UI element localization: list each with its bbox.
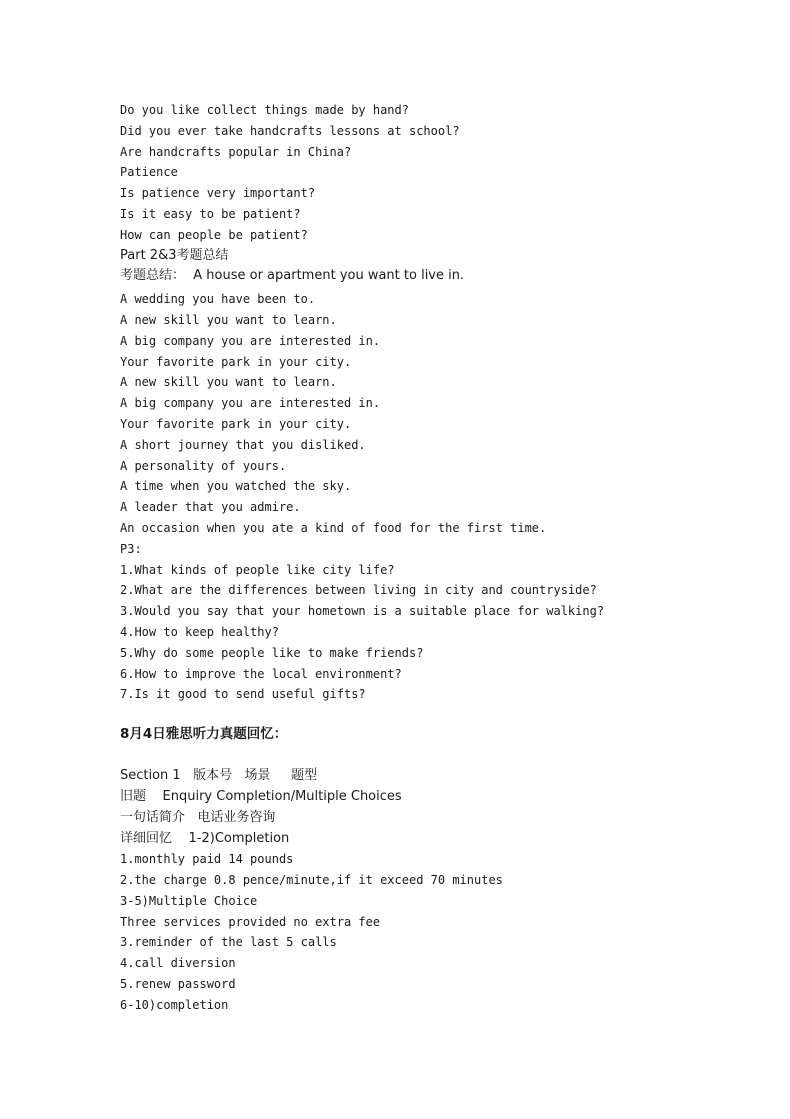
question-line: Did you ever take handcrafts lessons at school? <box>120 123 460 138</box>
listening-section <box>120 766 760 1016</box>
topic-line: A new skill you want to learn. <box>120 375 337 390</box>
answer-line: Three services provided no extra fee <box>120 914 381 929</box>
p3-label: P3: <box>120 541 142 556</box>
answer-line: 3-5)Multiple Choice <box>120 893 258 908</box>
answer-line: 5.renew password <box>120 977 236 992</box>
p3-question: 7.Is it good to send useful gifts? <box>120 687 366 702</box>
p3-question: 1.What kinds of people like city life? <box>120 562 395 577</box>
topic-line: A big company you are interested in. <box>120 396 381 411</box>
p3-question: 4.How to keep healthy? <box>120 624 279 639</box>
brief-line: 一句话简介 电话业务咨询 <box>120 809 276 825</box>
old-question-line: 旧题 Enquiry Completion/Multiple Choices <box>120 788 402 804</box>
document-page <box>120 100 760 1016</box>
answer-line: 1.monthly paid 14 pounds <box>120 852 294 867</box>
topic-line: Your favorite park in your city. <box>120 354 352 369</box>
topic-line: A personality of yours. <box>120 458 287 473</box>
question-line: Are handcrafts popular in China? <box>120 144 352 159</box>
part23-title: Part 2&3考题总结 <box>120 247 229 263</box>
listening-heading: 8月4日雅思听力真题回忆： <box>120 726 288 743</box>
topic-line: A wedding you have been to. <box>120 292 316 307</box>
p3-question: 5.Why do some people like to make friends? <box>120 645 424 660</box>
topic-line: A new skill you want to learn. <box>120 312 337 327</box>
question-line: Is it easy to be patient? <box>120 206 301 221</box>
topic-line: A time when you watched the sky. <box>120 479 352 494</box>
topic-line: A big company you are interested in. <box>120 333 381 348</box>
part23-topics <box>120 289 760 705</box>
question-line: Do you like collect things made by hand? <box>120 103 409 117</box>
topic-line: A leader that you admire. <box>120 500 301 515</box>
topic-line: A short journey that you disliked. <box>120 437 366 452</box>
p3-question: 2.What are the differences between living in city and countryside? <box>120 583 597 598</box>
summary-line: 考题总结： A house or apartment you want to live in. <box>120 268 465 284</box>
answer-line: 4.call diversion <box>120 956 236 971</box>
topic-line: An occasion when you ate a kind of food for the first time. <box>120 520 547 535</box>
topic-label: Patience <box>120 165 178 180</box>
answer-line: 3.reminder of the last 5 calls <box>120 935 337 950</box>
topic-line: Your favorite park in your city. <box>120 416 352 431</box>
p3-question: 3.Would you say that your hometown is a suitable place for walking? <box>120 604 605 619</box>
question-line: Is patience very important? <box>120 186 316 201</box>
detail-line: 详细回忆 1-2)Completion <box>120 830 290 846</box>
question-line: How can people be patient? <box>120 227 308 242</box>
speaking-part1-questions <box>120 100 760 246</box>
answer-line: 2.the charge 0.8 pence/minute,if it exceed 70 minutes <box>120 873 503 888</box>
section-header: Section 1 版本号 场景 题型 <box>120 768 318 784</box>
answer-line: 6-10)completion <box>120 997 229 1012</box>
p3-question: 6.How to improve the local environment? <box>120 666 402 681</box>
